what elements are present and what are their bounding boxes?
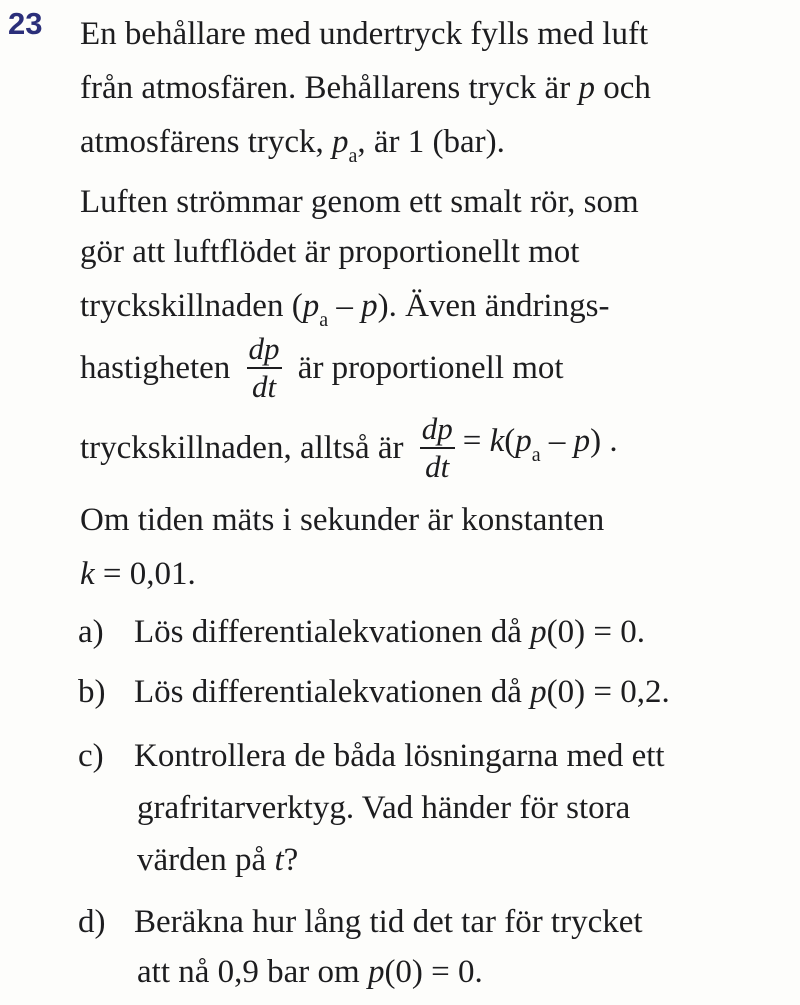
text-line: att nå 0,9 bar om p(0) = 0. <box>137 954 483 990</box>
text-line: k = 0,01. <box>80 556 196 592</box>
text-line: från atmosfären. Behållarens tryck är p och <box>80 70 651 106</box>
subtask-label: b) <box>78 674 106 710</box>
subtask-a: a) Lös differentialekvationen då p(0) = 0. <box>78 614 646 650</box>
subtask-c: c) Kontrollera de båda lösningarna med ett <box>78 738 665 774</box>
subtask-label: d) <box>78 904 106 940</box>
text-line: grafritarverktyg. Vad händer för stora <box>137 790 631 826</box>
derivative-fraction: $\frac{dp}{dt}$ <box>421 411 453 484</box>
subtask-b: b) Lös differentialekvationen då p(0) = 0,2. <box>78 674 670 710</box>
equation-line: tryckskillnaden, alltså är $\frac{dp}{dt}$ = $k(p_a - p)$ . <box>80 411 618 484</box>
text-line: värden på t? <box>137 842 299 878</box>
subtask-label: a) <box>78 614 104 650</box>
text-line: Luften strömmar genom ett smalt rör, som <box>80 184 639 220</box>
text-line: Om tiden mäts i sekunder är konstanten <box>80 502 605 538</box>
text-line: atmosfärens tryck, $p_a$, är 1 (bar). <box>80 124 505 167</box>
text-line: tryckskillnaden $(p_a - p)$. Även ändrings- <box>80 288 610 331</box>
text-line: gör att luftflödet är proportionellt mot <box>80 234 580 270</box>
problem-number: 23 <box>8 6 43 41</box>
text-line: hastigheten $\frac{dp}{dt}$ är proportionell mot <box>80 331 564 404</box>
subtask-label: c) <box>78 738 104 774</box>
text-line: En behållare med undertryck fylls med luft <box>80 16 649 52</box>
subtask-d: d) Beräkna hur lång tid det tar för trycket <box>78 904 643 940</box>
derivative-fraction: $\frac{dp}{dt}$ <box>248 331 280 404</box>
